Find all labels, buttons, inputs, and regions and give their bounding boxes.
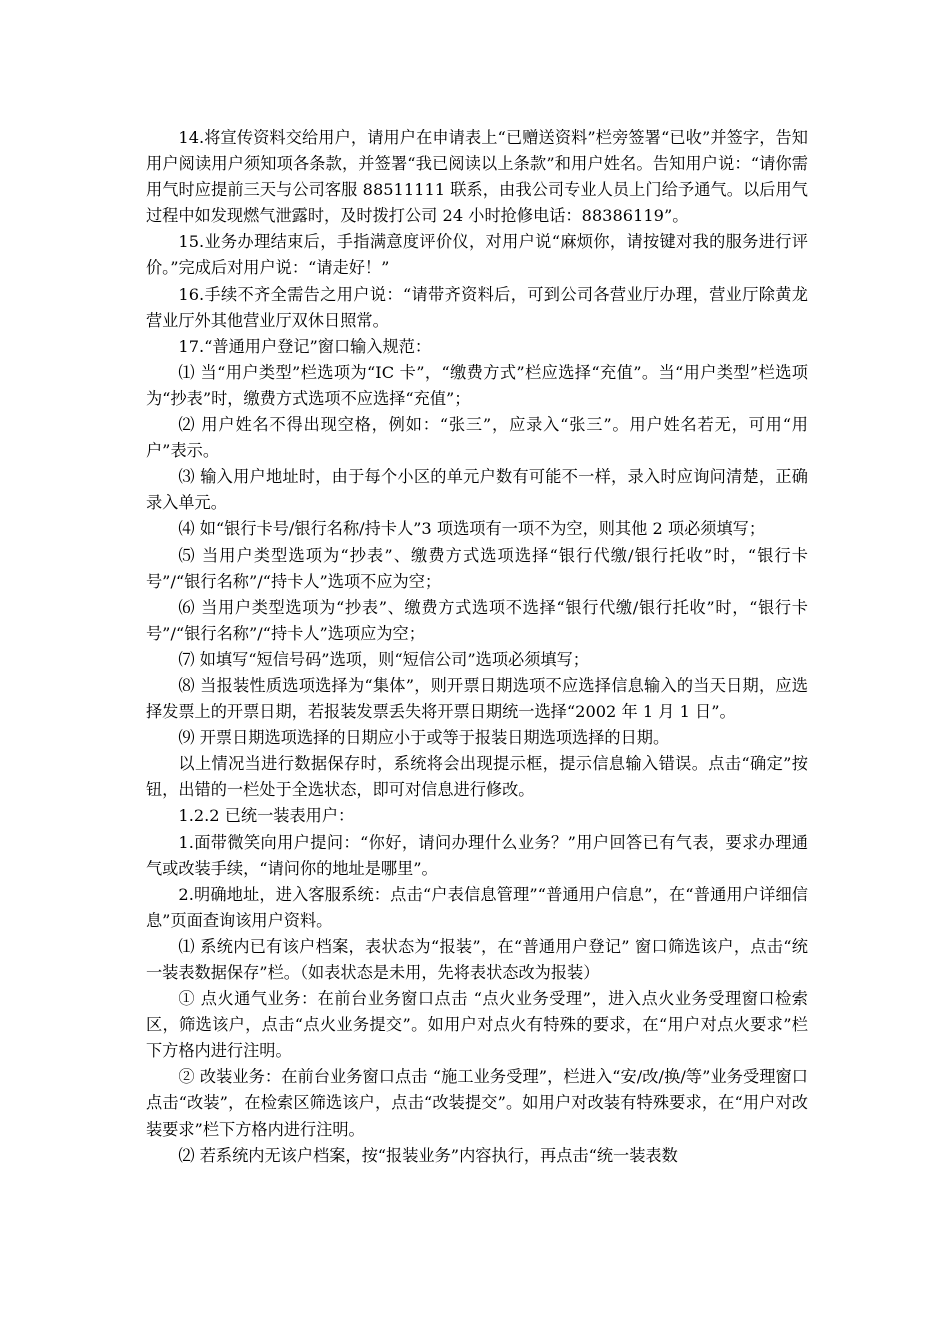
rule-item-4: ⑷ 如“银行卡号/银行名称/持卡人”3 项选项有一项不为空，则其他 2 项必须填写； — [178, 519, 766, 539]
sub-item-modification-service: ② 改装业务：在前台业务窗口点击 “施工业务受理”，栏进入“安/改/换/等”业务受理窗口点击“改装”，在检索区筛选该户，点击“改装提交”。如用户对改装有特殊要求，在“用户对改装要求”栏下方格内进行注明。 — [146, 1067, 808, 1139]
case-2-no-record: ⑵ 若系统内无该户档案，按“报装业务”内容执行，再点击“统一装表数 — [178, 1145, 678, 1165]
step-1-greet-user: 1.面带微笑向用户提问：“你好，请问办理什么业务？”用户回答已有气表，要求办理通气或改装手续，“请问你的地址是哪里”。 — [146, 832, 808, 878]
rule-item-6: ⑹ 当用户类型选项为“抄表”、缴费方式选项不选择“银行代缴/银行托收”时，“银行卡号”/“银行名称”/“持卡人”选项应为空； — [146, 597, 808, 643]
rule-item-8: ⑻ 当报装性质选项选择为“集体”，则开票日期选项不应选择信息输入的当天日期，应选择发票上的开票日期，若报装发票丢失将开票日期统一选择“2002 年 1 月 1 日”。 — [146, 675, 808, 722]
paragraph-16-incomplete-documents: 16.手续不齐全需告之用户说：“请带齐资料后，可到公司各营业厅办理，营业厅除黄龙营业厅外其他营业厅双休日照常。 — [146, 284, 808, 330]
rule-item-1: ⑴ 当“用户类型”栏选项为“IC 卡”，“缴费方式”栏应选择“充值”。当“用户类型”栏选项为“抄表”时，缴费方式选项不应选择“充值”； — [146, 362, 808, 408]
rules-summary-paragraph: 以上情况当进行数据保存时，系统将会出现提示框，提示信息输入错误。点击“确定”按钮，出错的一栏处于全选状态，即可对信息进行修改。 — [146, 754, 808, 800]
rule-item-3: ⑶ 输入用户地址时，由于每个小区的单元户数有可能不一样，录入时应询问清楚，正确录入单元。 — [146, 467, 808, 513]
section-heading-1-2-2: 1.2.2 已统一装表用户： — [178, 806, 355, 826]
case-1-existing-record: ⑴ 系统内已有该户档案，表状态为“报装”，在“普通用户登记” 窗口筛选该户，点击“统一装表数据保存”栏。（如表状态是未用，先将表状态改为报装） — [146, 936, 808, 982]
document-body — [146, 125, 808, 1169]
rule-item-2: ⑵ 用户姓名不得出现空格，例如：“张三”，应录入“张三”。用户姓名若无，可用“用户”表示。 — [146, 415, 808, 461]
paragraph-14-give-materials: 14.将宣传资料交给用户，请用户在申请表上“已赠送资料”栏旁签署“已收”并签字，告知用户阅读用户须知项各条款，并签署“我已阅读以上条款”和用户姓名。告知用户说：“请你需用气时应提前三天与公司客服 88511111 联系，由我公司专业人员上门给予通气。以后用气过程中如发现燃气泄露时，及时拨打公司 24 小时抢修电话：88386119”。 — [146, 128, 808, 226]
paragraph-15-satisfaction-rating: 15.业务办理结束后，手指满意度评价仪，对用户说“麻烦你，请按键对我的服务进行评价。”完成后对用户说：“请走好！” — [146, 232, 808, 278]
sub-item-ignition-service: ① 点火通气业务：在前台业务窗口点击 “点火业务受理”，进入点火业务受理窗口检索区，筛选该户，点击“点火业务提交”。如用户对点火有特殊的要求，在“用户对点火要求”栏下方格内进行注明。 — [146, 989, 808, 1061]
step-2-confirm-address: 2.明确地址，进入客服系统：点击“户表信息管理”“普通用户信息”，在“普通用户详细信息”页面查询该用户资料。 — [146, 884, 808, 930]
paragraph-17-input-rules-heading: 17.“普通用户登记”窗口输入规范： — [178, 336, 432, 356]
rule-item-9: ⑼ 开票日期选项选择的日期应小于或等于报装日期选项选择的日期。 — [178, 728, 670, 748]
rule-item-5: ⑸ 当用户类型选项为“抄表”、缴费方式选项选择“银行代缴/银行托收”时，“银行卡号”/“银行名称”/“持卡人”选项不应为空； — [146, 545, 808, 591]
rule-item-7: ⑺ 如填写“短信号码”选项，则“短信公司”选项必须填写； — [178, 649, 589, 669]
